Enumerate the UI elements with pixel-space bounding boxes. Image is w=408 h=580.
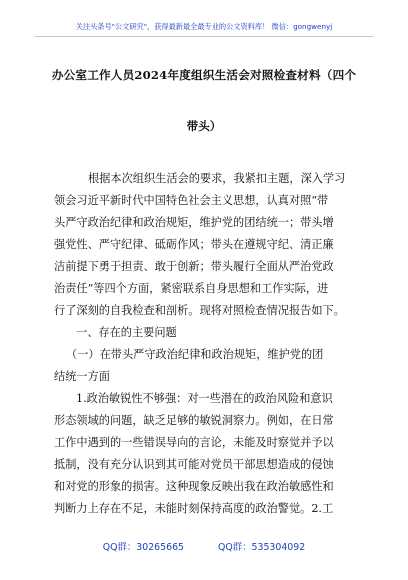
footer-contact (0, 539, 408, 553)
section-heading: 一、存在的主要问题 (76, 326, 177, 339)
body-line: 强党性、严守纪律、砥砺作风；带头在遵规守纪、清正廉 (54, 238, 334, 251)
body-line: 抵制，没有充分认识到其可能对党员干部思想造成的侵蚀 (54, 458, 334, 471)
body-line: 1.政治敏锐性不够强：对一些潜在的政治风险和意识 (76, 392, 333, 405)
body-line: 头严守政治纪律和政治规矩，维护党的团结统一；带头增 (54, 216, 334, 229)
document-title-line-2: 带头） (186, 119, 222, 133)
body-line: 领会习近平新时代中国特色社会主义思想，认真对照“带 (54, 194, 329, 207)
subsection-heading: （一）在带头严守政治纪律和政治规矩，维护党的团 (66, 348, 324, 361)
footer-qq-group-1: QQ群：30265665 (102, 542, 185, 553)
body-line: 治责任”等四个方面，紧密联系自身思想和工作实际，进 (54, 282, 329, 295)
body-line: 判断力上存在不足，未能时刻保持高度的政治警觉。2.工 (54, 502, 334, 515)
footer-qq-group-2: QQ群：535304092 (218, 542, 306, 553)
body-line: 和对党的形象的损害。这种现象反映出我在政治敏感性和 (54, 480, 334, 493)
body-line: 洁前提下勇于担责、敢于创新；带头履行全面从严治党政 (54, 260, 334, 273)
body-line: 行了深刻的自我检查和剖析。现将对照检查情况报告如下。 (54, 304, 345, 317)
body-line: 形态领域的问题，缺乏足够的敏锐洞察力。例如，在日常 (54, 414, 334, 427)
body-line: 根据本次组织生活会的要求，我紧扣主题，深入学习 (88, 172, 346, 185)
header-banner: 关注头条号"公文研究"，获得最新最全最专业的公文资料库！ 微信：gongwenyj (34, 18, 374, 37)
document-title-line-1: 办公室工作人员2024年度组织生活会对照检查材料（四个 (51, 68, 357, 82)
body-line: 工作中遇到的一些错误导向的言论，未能及时察觉并予以 (54, 436, 334, 449)
subsection-heading-cont: 结统一方面 (54, 370, 110, 383)
